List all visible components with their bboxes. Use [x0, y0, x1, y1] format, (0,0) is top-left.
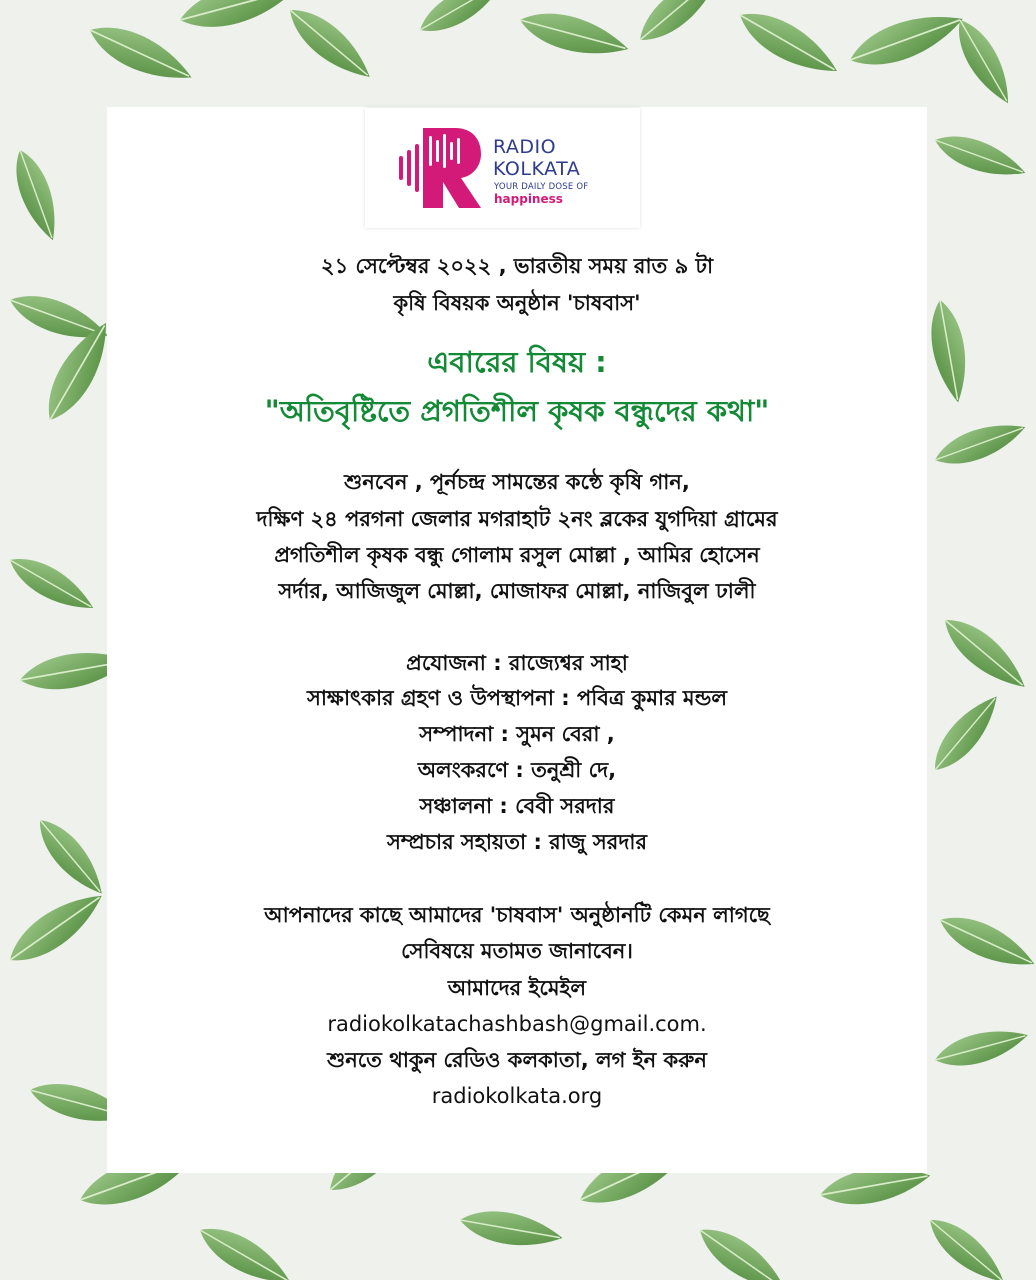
description-line-2: দক্ষিণ ২৪ পরগনা জেলার মগরাহাট ২নং ব্লকের যুগদিয়া গ্রামের — [256, 507, 778, 531]
program-name: কৃষি বিষয়ক অনুষ্ঠান 'চাষবাস' — [393, 291, 641, 315]
website-link[interactable]: radiokolkata.org — [431, 1084, 603, 1108]
description-line-1: শুনবেন , পূর্নচন্দ্র সামন্তের কন্ঠে কৃষি গান, — [344, 470, 690, 494]
credit-conductor: সঞ্চালনা : বেবী সরদার — [419, 794, 615, 818]
logo-tagline-happiness: happiness — [494, 192, 563, 206]
broadcast-date-time: ২১ সেপ্টেম্বর ২০২২ , ভারতীয় সময় রাত ৯ টা — [320, 254, 714, 278]
logo-line-radio: RADIO — [493, 136, 557, 158]
listen-prompt: শুনতে থাকুন রেডিও কলকাতা, লগ ইন করুন — [327, 1048, 707, 1072]
radio-r-icon — [397, 126, 483, 210]
email-label: আমাদের ইমেইল — [447, 976, 587, 1000]
credit-broadcast-support: সম্প্রচার সহায়তা : রাজু সরদার — [386, 830, 647, 854]
topic-label: এবারের বিষয় : — [427, 345, 607, 379]
credit-interview-presenter: সাক্ষাৎকার গ্রহণ ও উপস্থাপনা : পবিত্র কুমার মন্ডল — [306, 686, 728, 710]
credit-producer: প্রযোজনা : রাজ্যেশ্বর সাহা — [406, 651, 628, 675]
credit-editor: সম্পাদনা : সুমন বেরা , — [419, 722, 615, 746]
description-line-4: সর্দার, আজিজুল মোল্লা, মোজাফর মোল্লা, নাজিবুল ঢালী — [278, 579, 756, 603]
logo-tagline: YOUR DAILY DOSE OF — [494, 182, 589, 192]
email-address[interactable]: radiokolkatachashbash@gmail.com. — [327, 1012, 707, 1036]
feedback-line-1: আপনাদের কাছে আমাদের 'চাষবাস' অনুষ্ঠানটি কেমন লাগছে — [264, 903, 770, 927]
topic-title: "অতিবৃষ্টিতে প্রগতিশীল কৃষক বন্ধুদের কথা" — [264, 394, 770, 428]
logo-line-kolkata: KOLKATA — [493, 158, 581, 180]
feedback-line-2: সেবিষয়ে মতামত জানাবেন। — [401, 939, 633, 963]
radio-kolkata-logo — [365, 108, 640, 228]
description-line-3: প্রগতিশীল কৃষক বন্ধু গোলাম রসুল মোল্লা , আমির হোসেন — [274, 543, 760, 567]
credit-illustration: অলংকরণে : তনুশ্রী দে, — [417, 758, 617, 782]
